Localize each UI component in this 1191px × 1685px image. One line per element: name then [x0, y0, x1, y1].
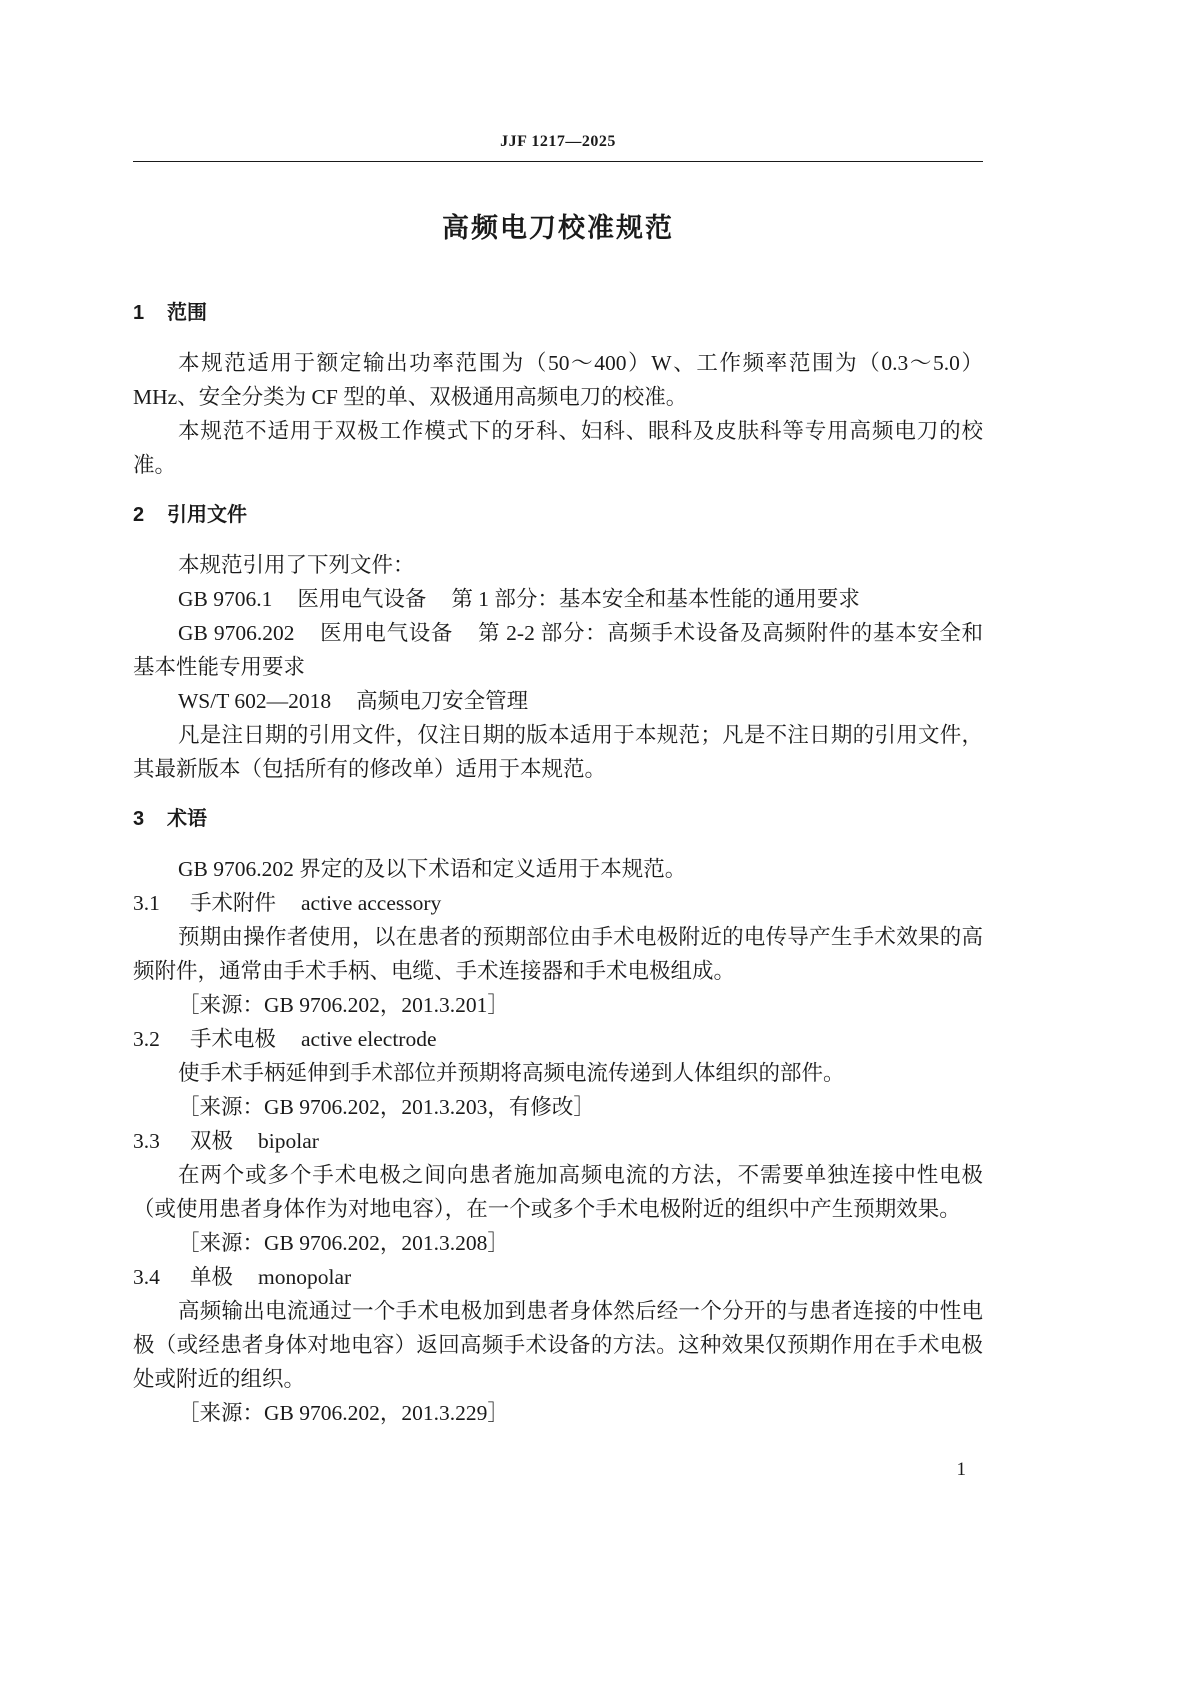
- term-definition: 高频输出电流通过一个手术电极加到患者身体然后经一个分开的与患者连接的中性电极（或经患者身体对地电容）返回高频手术设备的方法。这种效果仅预期作用在手术电极处或附近的组织。: [133, 1299, 983, 1391]
- term-source: ［来源：GB 9706.202，201.3.201］: [178, 993, 509, 1017]
- document-body: [133, 296, 983, 1430]
- term-definition: 预期由操作者使用，以在患者的预期部位由手术电极附近的电传导产生手术效果的高频附件，通常由手术手柄、电缆、手术连接器和手术电极组成。: [133, 925, 983, 983]
- reference-item: [133, 684, 983, 718]
- term-entry: [133, 1022, 983, 1124]
- term-chinese: 双极: [190, 1129, 234, 1153]
- section-number: 2: [133, 504, 145, 526]
- term-source: ［来源：GB 9706.202，201.3.208］: [178, 1231, 509, 1255]
- section-label: 引用文件: [167, 504, 247, 526]
- section-label: 范围: [167, 302, 207, 324]
- document-code-header: JJF 1217—2025: [500, 133, 616, 150]
- reference-title-part: 第 2-2 部分：高频手术设备及高频附件的基本安全和基本性能专用要求: [133, 621, 983, 679]
- term-english: active accessory: [301, 891, 442, 915]
- section-scope: [133, 296, 983, 482]
- document-title: 高频电刀校准规范: [442, 213, 674, 243]
- section-number: 3: [133, 808, 145, 830]
- section-heading: [133, 802, 983, 836]
- section-terms: [133, 802, 983, 1430]
- section-label: 术语: [167, 808, 207, 830]
- terms-intro: GB 9706.202 界定的及以下术语和定义适用于本规范。: [178, 857, 687, 881]
- reference-title-part: 第 1 部分：基本安全和基本性能的通用要求: [451, 587, 860, 611]
- reference-title-part: 高频电刀安全管理: [356, 689, 529, 713]
- page-number: 1: [956, 1459, 966, 1480]
- term-entry: [133, 886, 983, 1022]
- term-line: [133, 1260, 983, 1294]
- section-references: [133, 498, 983, 786]
- term-line: [133, 1124, 983, 1158]
- section-heading: [133, 296, 983, 330]
- term-definition: 使手术手柄延伸到手术部位并预期将高频电流传递到人体组织的部件。: [178, 1061, 845, 1085]
- reference-title-part: 医用电气设备: [297, 587, 427, 611]
- term-definition: 在两个或多个手术电极之间向患者施加高频电流的方法，不需要单独连接中性电极（或使用患者身体作为对地电容），在一个或多个手术电极附近的组织中产生预期效果。: [133, 1163, 983, 1221]
- header-divider: [133, 161, 983, 162]
- references-note: 凡是注日期的引用文件，仅注日期的版本适用于本规范；凡是不注日期的引用文件，其最新版本（包括所有的修改单）适用于本规范。: [133, 723, 983, 781]
- section-heading: [133, 498, 983, 532]
- term-number: 3.2: [133, 1027, 160, 1051]
- term-chinese: 单极: [190, 1265, 234, 1289]
- term-chinese: 手术电极: [190, 1027, 277, 1051]
- reference-code: GB 9706.202: [178, 621, 295, 645]
- reference-item: [133, 616, 983, 684]
- term-number: 3.4: [133, 1265, 160, 1289]
- term-line: [133, 1022, 983, 1056]
- term-source: ［来源：GB 9706.202，201.3.203，有修改］: [178, 1095, 595, 1119]
- term-chinese: 手术附件: [190, 891, 277, 915]
- term-source: ［来源：GB 9706.202，201.3.229］: [178, 1401, 509, 1425]
- term-english: monopolar: [258, 1265, 352, 1289]
- term-number: 3.3: [133, 1129, 160, 1153]
- term-entry: [133, 1124, 983, 1260]
- term-entry: [133, 1260, 983, 1430]
- term-number: 3.1: [133, 891, 160, 915]
- references-intro: 本规范引用了下列文件：: [178, 553, 415, 577]
- section-number: 1: [133, 302, 145, 324]
- paragraph: 本规范不适用于双极工作模式下的牙科、妇科、眼科及皮肤科等专用高频电刀的校准。: [133, 419, 983, 477]
- reference-item: [133, 582, 983, 616]
- reference-code: GB 9706.1: [178, 587, 273, 611]
- term-english: bipolar: [258, 1129, 319, 1153]
- reference-code: WS/T 602—2018: [178, 689, 332, 713]
- term-line: [133, 886, 983, 920]
- paragraph: 本规范适用于额定输出功率范围为（50～400）W、工作频率范围为（0.3～5.0）MHz、安全分类为 CF 型的单、双极通用高频电刀的校准。: [133, 351, 983, 409]
- reference-title-part: 医用电气设备: [319, 621, 453, 645]
- term-english: active electrode: [301, 1027, 437, 1051]
